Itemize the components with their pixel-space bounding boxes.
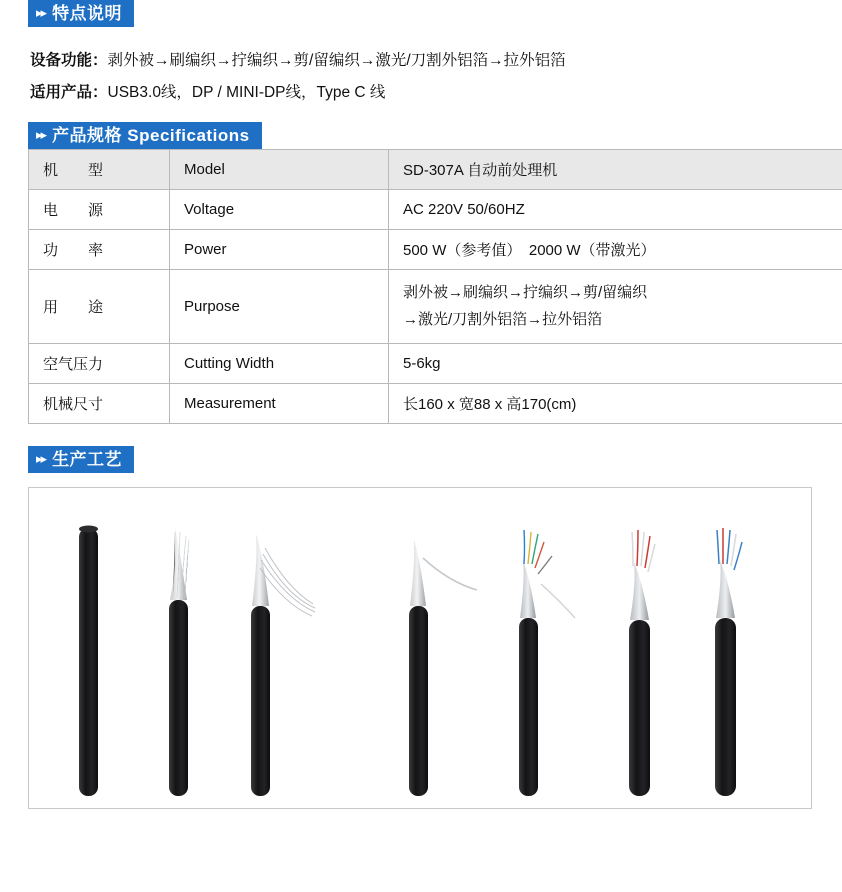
spec-value-line-2: →激光/刀割外铝箔→拉外铝箔: [403, 311, 603, 329]
feature-value: 剥外被→刷编织→拧编织→剪/留编织→激光/刀割外铝箔→拉外铝箔: [107, 52, 566, 69]
section-header-process: [28, 446, 134, 473]
table-row: [29, 344, 842, 384]
cable-sample-3: [251, 534, 315, 796]
section-title-specifications: 产品规格 Specifications: [52, 125, 250, 145]
spec-label-en: Cutting Width: [170, 344, 389, 384]
spec-label-en: Voltage: [170, 189, 389, 229]
spec-value-line-1: 剥外被→刷编织→拧编织→剪/留编织: [403, 283, 648, 301]
double-arrow-icon: ▸▸: [36, 5, 46, 20]
spec-value: SD-307A 自动前处理机: [389, 149, 842, 189]
section-header-specifications: [28, 122, 262, 149]
process-section: [28, 446, 814, 809]
section-title-process: 生产工艺: [52, 450, 123, 469]
specifications-section: [28, 122, 814, 425]
feature-row: [30, 81, 814, 104]
spec-label-cn: 用 途: [29, 269, 170, 344]
cable-sample-5: [519, 530, 575, 796]
spec-label-en: Model: [170, 149, 389, 189]
spec-value: 长160 x 宽88 x 高170(cm): [389, 384, 842, 424]
feature-value: USB3.0线，DP / MINI-DP线，Type C 线: [107, 84, 386, 102]
spec-label-en: Power: [170, 229, 389, 269]
table-row: [29, 189, 842, 229]
cable-sample-1: [79, 526, 98, 797]
spec-label-cn: 机 型: [29, 149, 170, 189]
feature-row: [30, 49, 814, 72]
spec-label-cn: 机械尺寸: [29, 384, 170, 424]
feature-label: 适用产品：: [30, 84, 108, 102]
cable-sample-7: [715, 528, 742, 796]
specifications-table: [28, 149, 842, 425]
spec-value: 5-6kg: [389, 344, 842, 384]
spec-label-en: Purpose: [170, 269, 389, 344]
cable-process-photo: [29, 488, 811, 808]
table-row: [29, 149, 842, 189]
double-arrow-icon: ▸▸: [36, 451, 46, 466]
table-row: [29, 229, 842, 269]
spec-value: 500 W（参考值） 2000 W（带激光）: [389, 229, 842, 269]
section-header-features: [28, 0, 134, 27]
spec-label-cn: 空气压力: [29, 344, 170, 384]
double-arrow-icon: ▸▸: [36, 126, 46, 142]
features-list: [30, 49, 814, 105]
process-photo-frame: [28, 487, 812, 809]
feature-label: 设备功能：: [30, 52, 108, 69]
spec-value: AC 220V 50/60HZ: [389, 189, 842, 229]
cable-sample-2: [169, 528, 189, 796]
spec-label-en: Measurement: [170, 384, 389, 424]
spec-value: [389, 269, 842, 344]
table-row: [29, 269, 842, 344]
spec-label-cn: 功 率: [29, 229, 170, 269]
cable-sample-6: [629, 530, 655, 796]
section-title-features: 特点说明: [52, 4, 123, 23]
table-row: [29, 384, 842, 424]
spec-label-cn: 电 源: [29, 189, 170, 229]
cable-sample-4: [409, 540, 477, 796]
